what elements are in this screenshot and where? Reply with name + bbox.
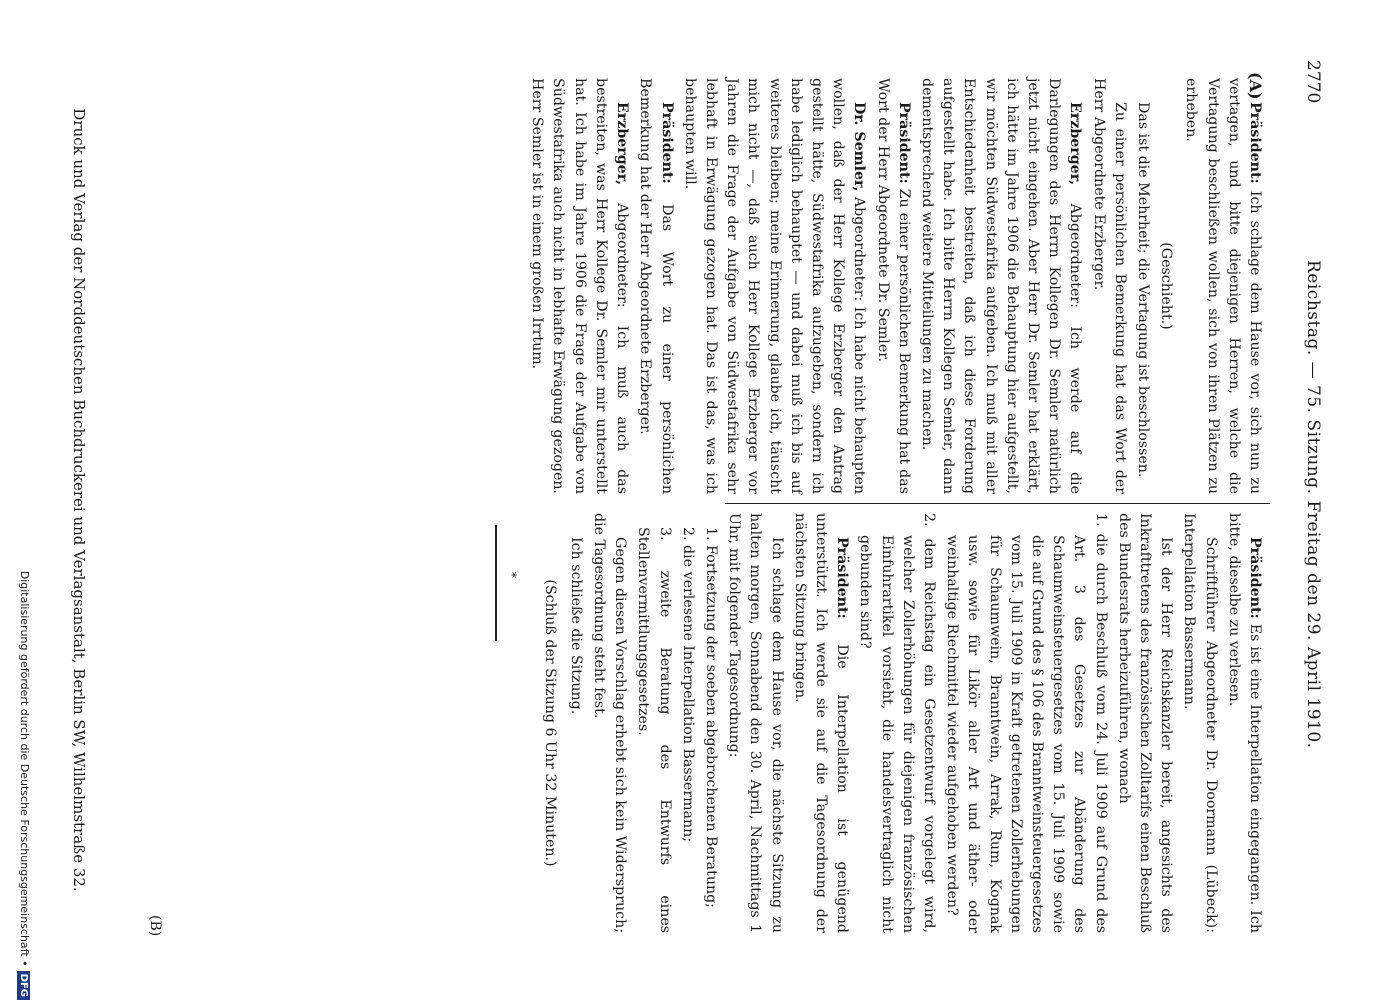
speaker-name: Erzberger, bbox=[614, 102, 631, 186]
dfg-logo: DFG bbox=[17, 971, 30, 1000]
agenda-item: 2. die verlesene Interpellation Bassermann; bbox=[679, 527, 696, 843]
paragraph bbox=[789, 513, 853, 933]
paragraph bbox=[526, 78, 632, 494]
paragraph bbox=[1223, 513, 1265, 933]
paragraph bbox=[1178, 513, 1220, 933]
paragraph-text: Zu einer persönlichen Bemerkung hat das Wort der Herr Abgeordnete Erzberger. bbox=[1090, 78, 1128, 494]
speaker-name: Präsident: bbox=[1247, 537, 1263, 619]
paragraph-text: Zu einer persönlichen Bemerkung hat das Wort der Herr Abgeordnete Dr. Semler. bbox=[874, 78, 912, 494]
paragraph bbox=[871, 78, 913, 494]
paragraph bbox=[1180, 78, 1265, 494]
speaker-name: Präsident: bbox=[658, 102, 675, 184]
paragraph bbox=[916, 78, 1086, 494]
running-header bbox=[1293, 60, 1323, 940]
left-column bbox=[524, 78, 1265, 494]
end-rule bbox=[495, 525, 497, 641]
paragraph-text: Ich schlage dem Hause vor, sich nun zu vertagen, und bitte diejenigen Herren, welche die Vertagung beschließen wollen, sich von ihren Plätzen zu erheben. bbox=[1183, 78, 1263, 494]
paragraph-text: Ich schließe die Sitzung. bbox=[567, 537, 584, 715]
separator-mark: * bbox=[505, 572, 519, 578]
numbered-item: 1. die durch Beschluß vom 24. Juli 1909 auf Grund des Art. 3 des Gesetzes zur Abänderung des Schaumweinsteuergesetzes vom 15. Juli 1909 sowie die auf Grund des § 106 des Branntweinsteuergesetzes vom 15. Juli 1909 in Kraft getretenen Zollerhebungen für Schaumwein, Branntwein, Arrak, Rum, Kognak usw. sowie für Likör aller Art und äther- oder weinhaltige Riechmittel wieder aufgehoben werden? bbox=[944, 513, 1109, 933]
paragraph-text: Ich schlage dem Hause vor, die nächste Sitzung zu halten morgen, Sonnabend den 30. April, Nachmittags 1 Uhr, mit folgender Tagesordnung: bbox=[726, 513, 785, 933]
stage-direction: (Schluß der Sitzung 6 Uhr 32 Minuten.) bbox=[542, 579, 559, 867]
paragraph bbox=[723, 513, 787, 933]
margin-marker-b: (B) bbox=[147, 915, 163, 937]
paragraph bbox=[588, 513, 630, 933]
paragraph-text: Das ist die Mehrheit; die Vertagung ist beschlossen. bbox=[1134, 102, 1151, 478]
paragraph-text: Das Wort zu einer persönlichen Bemerkung hat der Herr Abgeordnete Erzberger. bbox=[637, 78, 675, 494]
speaker-name: Präsident: bbox=[834, 537, 851, 619]
paragraph bbox=[679, 78, 870, 494]
paragraph-text: Abgeordneter: Ich habe nicht behaupten wollen, daß der Herr Kollege Erzberger den Antrag gestellt hätte, Südwestafrika aufzugeben, sondern ich habe lediglich behauptet — und dabei muß ich bis auf weiteres bleiben; meine Erinnerung, glaube ich, täuscht mich nicht —, daß auch Herr Kollege Erzberger vor Jahren die Frage der Aufgabe von Südwestafrika sehr lebhaft in Erwägung gezogen hat. Das ist das, was ich behaupten will. bbox=[681, 78, 868, 495]
paragraph bbox=[1132, 78, 1153, 494]
printer-imprint: Druck und Verlag der Norddeutschen Buchdruckerei und Verlagsanstalt, Berlin SW, Wilhelmstraße 32. bbox=[70, 108, 88, 892]
speaker-name: Präsident: bbox=[895, 102, 912, 184]
speaker-name: Erzberger, bbox=[1067, 102, 1084, 186]
margin-marker-a: (A) bbox=[1246, 72, 1265, 100]
stage-direction: (Geschieht.) bbox=[1158, 242, 1175, 330]
digitization-credit bbox=[17, 0, 31, 1000]
column-divider bbox=[725, 503, 1270, 504]
page-number: 2770 bbox=[1303, 60, 1323, 104]
paragraph bbox=[634, 78, 676, 494]
paragraph bbox=[1113, 513, 1177, 933]
agenda-item: 3. zweite Beratung des Entwurfs eines Stellenvermittlungsgesetzes. bbox=[635, 527, 673, 933]
paragraph-text: Schriftführer Abgeordneter Dr. Doormann (Lübeck): Interpellation Bassermann. bbox=[1181, 513, 1219, 933]
speaker-name: Präsident: bbox=[1247, 102, 1263, 184]
agenda-item: 1. Fortsetzung der soeben abgebrochenen Beratung; bbox=[702, 527, 719, 908]
paragraph-text: Ist der Herr Reichskanzler bereit, angesichts des Inkrafttretens des französischen Zolltarifs einen Beschluß des Bundesrats herbeizuführen, wonach bbox=[1115, 513, 1175, 933]
right-column bbox=[537, 513, 1265, 933]
paragraph bbox=[1087, 78, 1129, 494]
credit-text: Digitalisierung gefördert durch die Deutsche Forschungsgemeinschaft • bbox=[18, 570, 31, 967]
paragraph-text: Abgeordneter: Ich muß auch das bestreiten, was Herr Kollege Dr. Semler mir unterstellt hat. Ich habe im Jahre 1906 die Frage der Aufgabe von Südwestafrika auch nicht in lebhafte Erwägung gezogen. Herr Semler ist in einem großen Irrtum. bbox=[529, 78, 631, 494]
paragraph-text: Es ist eine Interpellation eingegangen. Ich bitte, dieselbe zu verlesen. bbox=[1225, 513, 1263, 933]
speaker-name: Dr. Semler, bbox=[851, 102, 868, 192]
paragraph bbox=[565, 513, 586, 933]
paragraph-text: Die Interpellation ist genügend unterstützt. Ich werde sie auf die Tagesordnung der nächsten Sitzung bringen. bbox=[791, 513, 851, 933]
numbered-item: 2. dem Reichstag ein Gesetzentwurf vorgelegt wird, welcher Zollerhöhungen für diejenigen französischen Einfuhrartikel vorsieht, die handelsvertraglich nicht gebunden sind? bbox=[857, 513, 937, 933]
paragraph-text: Gegen diesen Vorschlag erhebt sich kein Widerspruch; die Tagesordnung steht fest. bbox=[590, 513, 629, 933]
paragraph-text: Abgeordneter: Ich werde auf die Darlegungen des Herrn Kollegen Dr. Semler natürlich jetzt nicht eingehen. Aber Herr Dr. Semler hat erklärt, ich hätte im Jahre 1906 die Behauptung hier aufgestellt, wir möchten Südwestafrika aufgeben. Ich muß mit aller Entschiedenheit bestreiten, daß ich diese Forderung aufgestellt habe. Ich bitte Herrn Kollegen Semler, dann dementsprechend weitere Mitteilungen zu machen. bbox=[918, 78, 1084, 494]
header-title: Reichstag. — 75. Sitzung. Freitag den 29. April 1910. bbox=[1303, 260, 1323, 749]
